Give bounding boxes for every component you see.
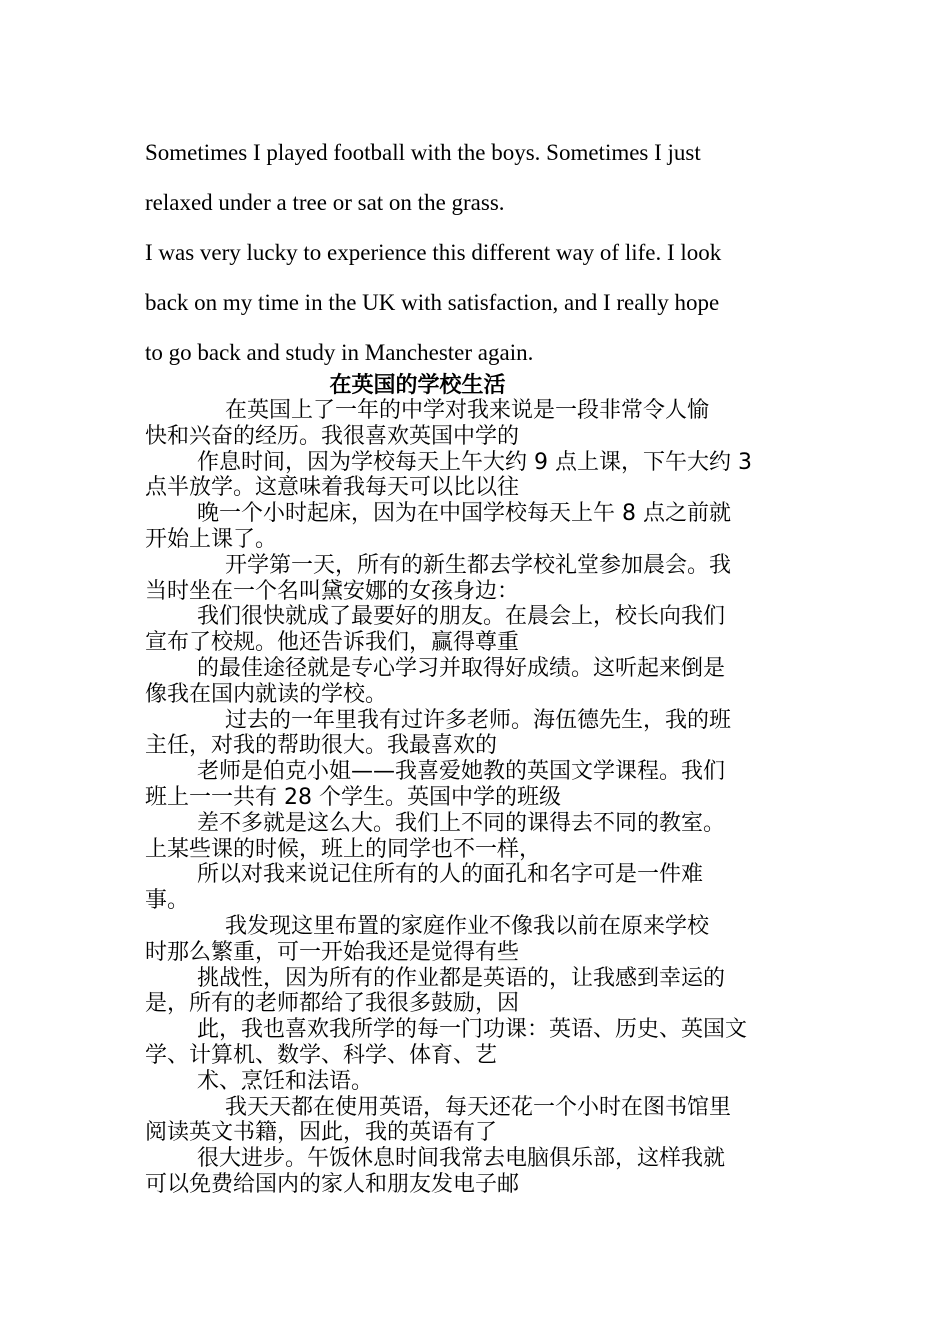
english-text-block bbox=[145, 128, 825, 378]
chinese-line: 主任，对我的帮助很大。我最喜欢的 bbox=[145, 733, 498, 759]
english-line: relaxed under a tree or sat on the grass. bbox=[145, 190, 505, 215]
chinese-line: 的最佳途径就是专心学习并取得好成绩。这听起来倒是 bbox=[197, 655, 726, 681]
chinese-line: 开学第一天，所有的新生都去学校礼堂参加晨会。我 bbox=[225, 552, 732, 578]
english-line: back on my time in the UK with satisfaction, and I really hope bbox=[145, 290, 720, 315]
chinese-line: 过去的一年里我有过许多老师。海伍德先生，我的班 bbox=[225, 707, 732, 733]
chinese-line: 所以对我来说记住所有的人的面孔和名字可是一件难 bbox=[197, 862, 704, 888]
chinese-text-block bbox=[145, 398, 815, 1198]
chinese-line: 在英国上了一年的中学对我来说是一段非常令人愉 bbox=[225, 398, 710, 423]
chinese-line: 老师是伯克小姐——我喜爱她教的英国文学课程。我们 bbox=[197, 759, 726, 785]
chinese-line: 挑战性，因为所有的作业都是英语的，让我感到幸运的 bbox=[197, 965, 726, 991]
chinese-line: 像我在国内就读的学校。 bbox=[145, 681, 388, 707]
chinese-line: 时那么繁重，可一开始我还是觉得有些 bbox=[145, 939, 520, 965]
chinese-line: 宣布了校规。他还告诉我们，赢得尊重 bbox=[145, 630, 520, 656]
chinese-line: 我天天都在使用英语，每天还花一个小时在图书馆里 bbox=[225, 1094, 732, 1120]
chinese-line: 作息时间，因为学校每天上午大约 9 点上课，下午大约 3 bbox=[197, 449, 752, 475]
english-line: Sometimes I played football with the boys. Sometimes I just bbox=[145, 140, 701, 165]
chinese-line: 当时坐在一个名叫黛安娜的女孩身边： bbox=[145, 578, 520, 604]
chinese-line: 是，所有的老师都给了我很多鼓励，因 bbox=[145, 991, 520, 1017]
chinese-line: 差不多就是这么大。我们上不同的课得去不同的教室。 bbox=[197, 810, 726, 836]
chinese-line: 可以免费给国内的家人和朋友发电子邮 bbox=[145, 1171, 520, 1197]
chinese-line: 点半放学。这意味着我每天可以比以往 bbox=[145, 475, 520, 501]
chinese-line: 事。 bbox=[145, 888, 190, 914]
chinese-line: 上某些课的时候，班上的同学也不一样， bbox=[145, 836, 542, 862]
english-line: to go back and study in Manchester again. bbox=[145, 340, 534, 365]
chinese-line: 术、烹饪和法语。 bbox=[197, 1068, 374, 1094]
english-line: I was very lucky to experience this different way of life. I look bbox=[145, 240, 722, 265]
chinese-line: 开始上课了。 bbox=[145, 526, 278, 552]
chinese-line: 很大进步。午饭休息时间我常去电脑俱乐部，这样我就 bbox=[197, 1146, 726, 1172]
chinese-line: 快和兴奋的经历。我很喜欢英国中学的 bbox=[145, 423, 520, 449]
chinese-line: 我发现这里布置的家庭作业不像我以前在原来学校 bbox=[225, 913, 710, 939]
chinese-line: 学、计算机、数学、科学、体育、艺 bbox=[145, 1042, 498, 1068]
chinese-title: 在英国的学校生活 bbox=[329, 373, 506, 398]
chinese-line: 晚一个小时起床，因为在中国学校每天上午 8 点之前就 bbox=[197, 501, 731, 527]
chinese-line: 我们很快就成了最要好的朋友。在晨会上，校长向我们 bbox=[197, 604, 726, 630]
chinese-line: 班上一一共有 28 个学生。英国中学的班级 bbox=[145, 784, 561, 810]
chinese-line: 此，我也喜欢我所学的每一门功课：英语、历史、英国文 bbox=[197, 1017, 748, 1043]
chinese-line: 阅读英文书籍，因此，我的英语有了 bbox=[145, 1120, 498, 1146]
